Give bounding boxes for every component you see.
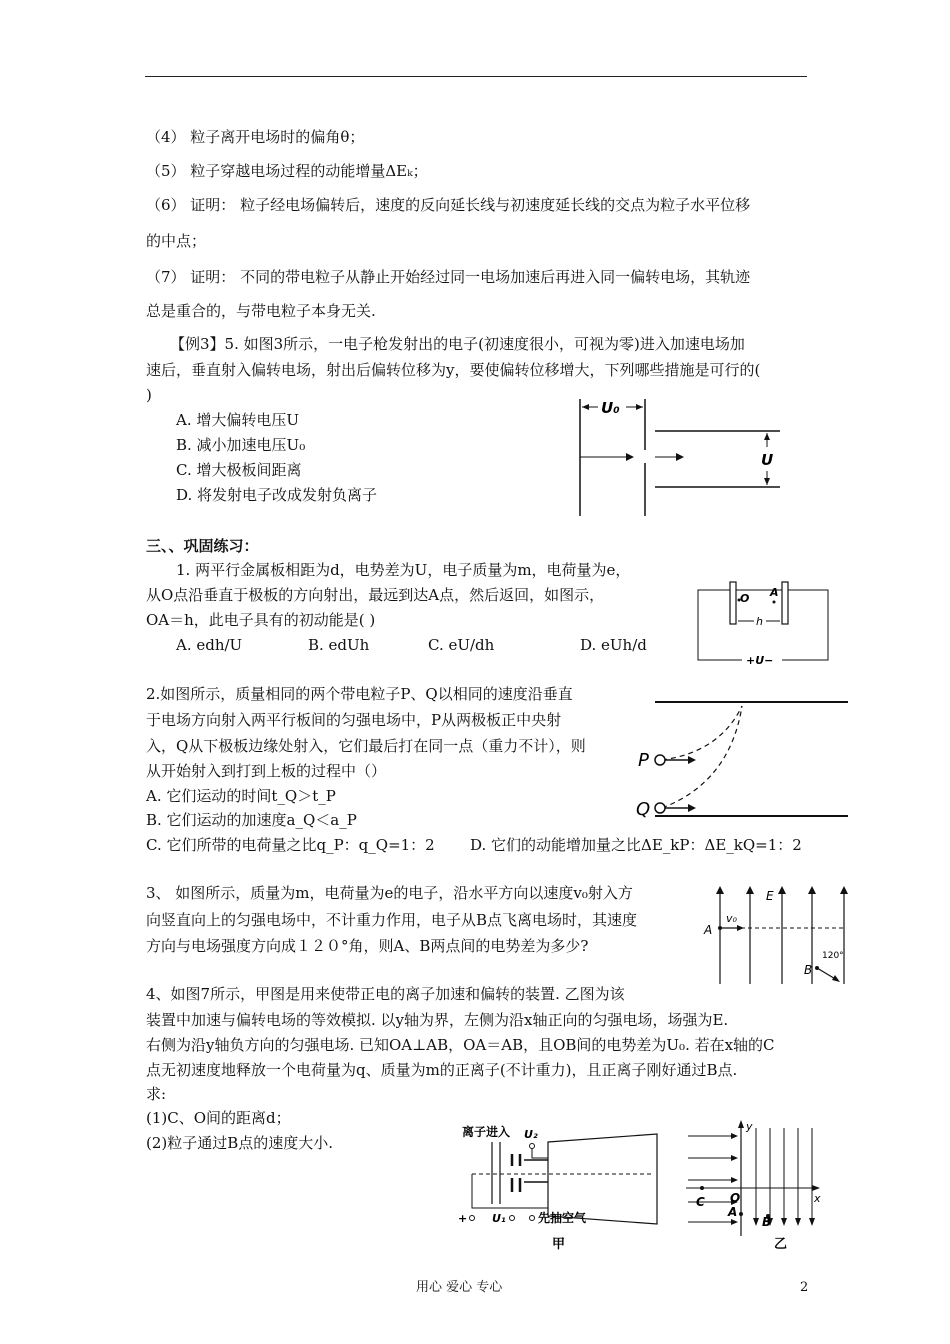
q2-line1: 2.如图所示，质量相同的两个带电粒子P、Q以相同的速度沿垂直 xyxy=(146,685,573,703)
label-o: O xyxy=(730,1191,741,1205)
label-v0: v₀ xyxy=(726,912,737,925)
item-6-line2: 的中点； xyxy=(146,232,207,250)
label-ion-in: 离子进入 xyxy=(462,1125,511,1139)
label-y: y xyxy=(746,1120,753,1133)
label-x: x xyxy=(814,1192,821,1205)
example3-option-d: D. 将发射电子改成发射负离子 xyxy=(176,486,378,504)
q1-option-a: A. edh/U xyxy=(176,636,243,654)
example3-line1: 【例3】5. 如图3所示，一电子枪发射出的电子(初速度很小，可视为零)进入加速电场加 xyxy=(170,335,745,353)
label-b: B xyxy=(804,963,813,977)
q2-line3: 入，Q从下极板边缘处射入，它们最后打在同一点（重力不计），则 xyxy=(146,737,586,755)
example3-option-b: B. 减小加速电压U₀ xyxy=(176,436,306,454)
label-u0: U₀ xyxy=(601,399,620,417)
label-pump: 先抽空气 xyxy=(538,1211,587,1225)
q3-line1: 3、 如图所示，质量为m，电荷量为e的电子，沿水平方向以速度v₀射入方 xyxy=(146,884,633,902)
item-7-line2: 总是重合的，与带电粒子本身无关. xyxy=(146,302,376,320)
label-o: O xyxy=(740,592,750,605)
example3-line3: ) xyxy=(146,386,152,404)
q4-sub2: (2)粒子通过B点的速度大小. xyxy=(146,1134,334,1152)
label-angle: 120° xyxy=(822,951,844,961)
header-rule xyxy=(145,76,807,77)
q1-option-b: B. edUh xyxy=(308,636,370,654)
label-u: +U− xyxy=(746,654,774,667)
label-u2: U₂ xyxy=(524,1128,538,1141)
label-p: P xyxy=(638,750,649,771)
label-a: A xyxy=(728,1205,738,1219)
q3-line2: 向竖直向上的匀强电场中，不计重力作用，电子从B点飞离电场时，其速度 xyxy=(146,911,638,929)
q4-line1: 4、如图7所示，甲图是用来使带正电的离子加速和偏转的装置. 乙图为该 xyxy=(146,985,625,1003)
example3-option-c: C. 增大极板间距离 xyxy=(176,461,302,479)
q1-line2: 从O点沿垂直于极板的方向射出，最远到达A点，然后返回，如图示， xyxy=(146,586,605,604)
figure-device-jia xyxy=(452,1120,674,1252)
footer-motto: 用心 爱心 专心 xyxy=(416,1280,503,1295)
label-u1: U₁ xyxy=(492,1212,506,1225)
q4-line5: 求: xyxy=(146,1085,167,1103)
label-yi: 乙 xyxy=(774,1237,788,1252)
figure-field-yi xyxy=(686,1118,826,1252)
figure-parallel-plates xyxy=(690,578,835,668)
q2-option-a: A. 它们运动的时间t_Q＞t_P xyxy=(146,787,336,805)
figure-particles-pq xyxy=(630,692,850,822)
label-q: Q xyxy=(636,799,651,820)
example3-option-a: A. 增大偏转电压U xyxy=(176,411,300,429)
item-4: （4） 粒子离开电场时的偏角θ； xyxy=(146,128,365,146)
label-c: C xyxy=(696,1195,705,1209)
page-number: 2 xyxy=(800,1280,809,1295)
label-h: h xyxy=(756,615,763,628)
figure-electric-field xyxy=(700,882,850,988)
label-a: A xyxy=(704,923,713,937)
label-jia: 甲 xyxy=(552,1237,566,1252)
item-7-line1: （7） 证明： 不同的带电粒子从静止开始经过同一电场加速后再进入同一偏转电场，其轨迹 xyxy=(146,268,751,286)
q1-option-c: C. eU/dh xyxy=(428,636,495,654)
label-e: E xyxy=(766,889,774,903)
q2-line4: 从开始射入到打到上板的过程中（） xyxy=(146,762,387,780)
example3-line2: 速后，垂直射入偏转电场，射出后偏转位移为y，要使偏转位移增大，下列哪些措施是可行的( xyxy=(146,361,761,379)
q1-option-d: D. eUh/d xyxy=(580,636,647,654)
q2-option-b: B. 它们运动的加速度a_Q＜a_P xyxy=(146,811,357,829)
label-a: A xyxy=(770,586,779,599)
svg-text:+: + xyxy=(458,1212,468,1225)
item-6-line1: （6） 证明： 粒子经电场偏转后，速度的反向延长线与初速度延长线的交点为粒子水平位移 xyxy=(146,196,751,214)
label-u: U xyxy=(761,451,774,469)
q4-line2: 装置中加速与偏转电场的等效模拟. 以y轴为界，左侧为沿x轴正向的匀强电场，场强为E. xyxy=(146,1011,729,1029)
q4-sub1: (1)C、O间的距离d； xyxy=(146,1109,291,1127)
q1-line1: 1. 两平行金属板相距为d，电势差为U，电子质量为m，电荷量为e， xyxy=(176,561,631,579)
q4-line4: 点无初速度地释放一个电荷量为q、质量为m的正离子(不计重力)，且正离子刚好通过B点. xyxy=(146,1061,738,1079)
figure-electron-gun xyxy=(570,395,790,520)
q2-option-d: D. 它们的动能增加量之比ΔE_kP：ΔE_kQ=1：2 xyxy=(470,836,802,854)
q4-line3: 右侧为沿y轴负方向的匀强电场. 已知OA⊥AB，OA＝AB，且OB间的电势差为U₀. 若在x轴的C xyxy=(146,1036,775,1054)
item-5: （5） 粒子穿越电场过程的动能增量ΔEₖ； xyxy=(146,162,428,180)
label-b: B xyxy=(762,1215,772,1229)
q2-option-c: C. 它们所带的电荷量之比q_P：q_Q=1：2 xyxy=(146,836,435,854)
q3-line3: 方向与电场强度方向成１２０°角，则A、B两点间的电势差为多少? xyxy=(146,937,589,955)
q2-line2: 于电场方向射入两平行板间的匀强电场中，P从两极板正中央射 xyxy=(146,711,562,729)
section-heading: 三、、巩固练习： xyxy=(146,537,259,555)
q1-line3: OA＝h，此电子具有的初动能是( ) xyxy=(146,611,376,629)
